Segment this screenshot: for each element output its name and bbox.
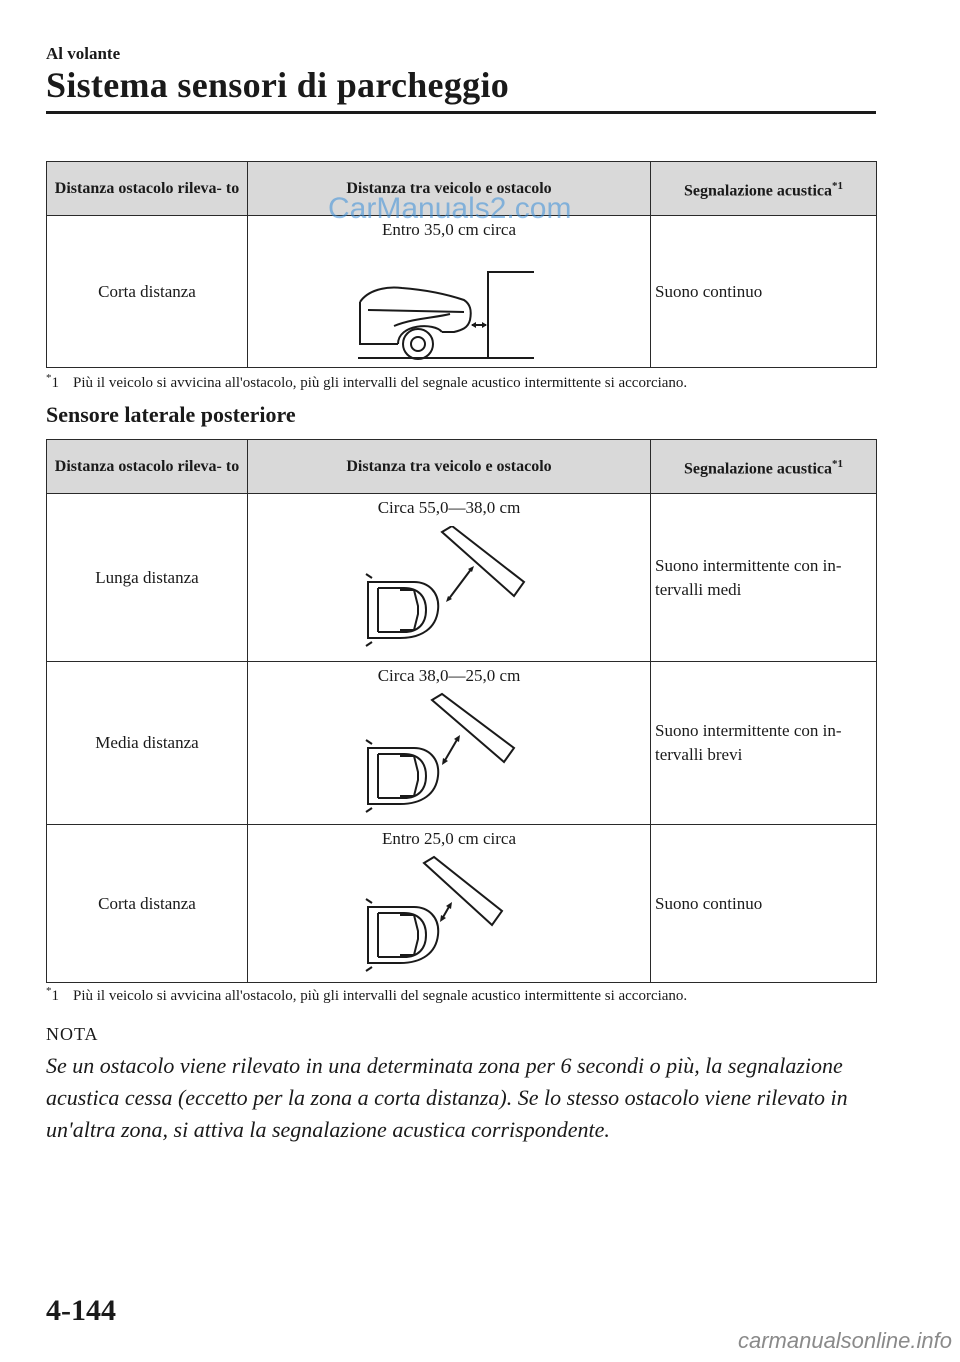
signal-cell: Suono intermittente con in- tervalli brevi	[651, 662, 877, 825]
range-cell	[248, 662, 651, 825]
page-title: Sistema sensori di parcheggio	[46, 65, 510, 105]
signal-cell: Suono intermittente con in- tervalli medi	[651, 494, 877, 662]
range-cell	[248, 216, 651, 368]
page-number: 4-144	[46, 1294, 116, 1327]
footnote-text: Più il veicolo si avvicina all'ostacolo, più gli intervalli del segnale acustico intermittente si accorciano.	[73, 375, 688, 391]
site-watermark: carmanualsonline.info	[737, 1328, 952, 1353]
signal-cell: Suono continuo	[651, 216, 877, 368]
signal-cell: Suono continuo	[651, 825, 877, 983]
section-label: Al volante	[46, 44, 121, 63]
subheading: Sensore laterale posteriore	[46, 402, 296, 427]
table-row	[47, 216, 877, 368]
distance-cell: Corta distanza	[47, 216, 248, 368]
header-signal-label: Segnalazione acustica	[684, 182, 832, 200]
footnote-marker: *	[46, 985, 52, 997]
distance-cell: Corta distanza	[47, 825, 248, 983]
rear-side-car-obstacle-illustration	[364, 526, 534, 656]
title-divider	[46, 111, 876, 114]
note-label: NOTA	[46, 1024, 99, 1044]
header-distance: Distanza ostacolo rileva- to	[47, 162, 248, 216]
footnote	[46, 985, 687, 1005]
rear-side-car-obstacle-illustration	[364, 692, 534, 822]
range-cell	[248, 825, 651, 983]
header-distance: Distanza ostacolo rileva- to	[47, 440, 248, 494]
footnote-marker: *	[46, 372, 52, 384]
footnote-number: 1	[51, 988, 59, 1004]
footnote-number: 1	[51, 375, 59, 391]
header-signal	[651, 440, 877, 494]
range-label: Entro 35,0 cm circa	[381, 220, 517, 239]
watermark: CarManuals2.com	[328, 192, 572, 225]
note-text: Se un ostacolo viene rilevato in una determinata zona per 6 secondi o più, la segnalazione acustica cessa (eccetto per la zona a corta distanza). Se lo stesso ostacolo viene rilevato in un'altra zona, si attiva la segnalazione acustica corrispondente.	[46, 1053, 848, 1142]
footnote	[46, 372, 687, 392]
table-header-row	[47, 440, 877, 494]
footnote-text: Più il veicolo si avvicina all'ostacolo, più gli intervalli del segnale acustico intermittente si accorciano.	[73, 988, 688, 1004]
range-label: Circa 55,0—38,0 cm	[377, 498, 521, 517]
footnote-ref: *1	[832, 179, 843, 192]
distance-cell: Media distanza	[47, 662, 248, 825]
table-rear-side-sensor	[46, 439, 877, 983]
header-range: Distanza tra veicolo e ostacolo	[248, 440, 651, 494]
range-label: Entro 25,0 cm circa	[381, 829, 517, 848]
table-row	[47, 825, 877, 983]
rear-car-obstacle-illustration	[354, 240, 544, 368]
footnote-ref: *1	[832, 457, 843, 470]
table-row	[47, 662, 877, 825]
distance-cell: Lunga distanza	[47, 494, 248, 662]
header-range: Distanza tra veicolo e ostacolo	[248, 162, 651, 216]
range-label: Circa 38,0—25,0 cm	[377, 666, 521, 685]
header-signal-label: Segnalazione acustica	[684, 460, 832, 478]
range-cell	[248, 494, 651, 662]
header-signal	[651, 162, 877, 216]
rear-side-car-obstacle-illustration	[364, 851, 534, 981]
table-row	[47, 494, 877, 662]
